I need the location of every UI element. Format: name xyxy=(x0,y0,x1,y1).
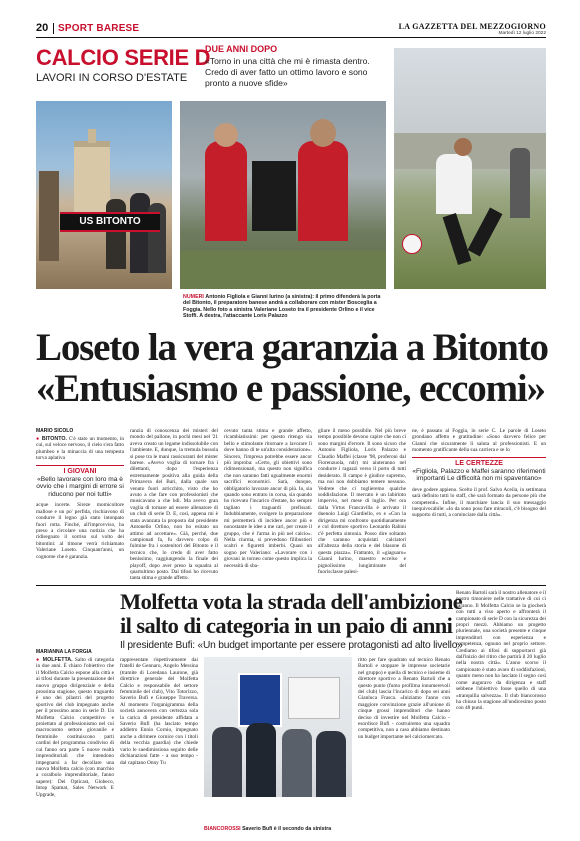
ball xyxy=(402,234,422,254)
molfetta-photo-caption xyxy=(204,826,354,832)
article1-headline-1: Loseto la vera garanzia a Bitonto xyxy=(36,326,548,369)
photo-molfetta-presentation xyxy=(204,657,352,823)
opponent xyxy=(510,148,530,218)
article1-dateline: BITONTO. xyxy=(41,436,67,442)
quote-label: DUE ANNI DOPO xyxy=(205,44,278,54)
article1-col5 xyxy=(412,428,546,580)
kicker-subtitle: LAVORI IN CORSO D'ESTATE xyxy=(36,72,188,84)
article2-byline: MARIANNA LA FORGIA xyxy=(36,649,92,655)
article1-col5-text: ne, è passato al Foggia, in serie C. Le parole di Loseto grondano affetto e gratitudine: «Sono davvero felice per Gianni che sicuramente lì saluta al professionisti. E un momento gratificante della sua carriera e se lo xyxy=(412,428,546,454)
person-c xyxy=(282,729,312,807)
sponsor-board xyxy=(288,677,340,719)
article1-col1-text-b: acque incerte. Sireze momicoltore mallose e un po' perfida, rischiavono di condurre il legno già stato intonpato fuori rotta. Finché, all'improvviso, ha preso a circolare una notizia che ha ridisegnato il sorriso sul volto dei bitontini: al timone verrà richiamato Valeriane Loseto. Cinquant'anni, un cognome che è garanzia. xyxy=(36,502,124,560)
goalkeeper-head xyxy=(310,119,336,147)
header-rule xyxy=(36,37,546,38)
molfetta-caption-label: BIANCOROSSI xyxy=(204,826,241,832)
person-bufi xyxy=(246,723,276,807)
sidebar2-quote: «Figliola, Palazzo e Maffei saranno riferimenti importanti Le difficoltà non mi spaventano» xyxy=(412,467,546,483)
photo-caption xyxy=(183,294,383,319)
table-front xyxy=(204,797,352,823)
section-title: SPORT BARESE xyxy=(58,23,140,34)
striker-leg-left xyxy=(443,213,472,265)
church-facade xyxy=(74,141,110,217)
page-number: 20 xyxy=(36,22,49,34)
striker-leg-right xyxy=(468,208,503,257)
sidebar2-label: LE CERTEZZE xyxy=(455,459,503,467)
person-2 xyxy=(130,193,150,273)
photo-palazzo xyxy=(394,48,546,289)
striker-head xyxy=(454,138,472,156)
person-1 xyxy=(106,199,126,269)
article1-col1-text: C'è stato un momento, in cui, sul veloce nervoso, il cielo s'era fatto plumbeo e la minaccia di una tempesta torva aplativa xyxy=(36,436,124,462)
molfetta-caption-text: Saverio Bufi è il secondo da sinistra xyxy=(242,826,332,832)
article2-dateline: MOLFETTA. xyxy=(42,657,73,663)
sidebar2-rule xyxy=(412,457,546,458)
header-divider xyxy=(53,23,54,34)
jersey-held xyxy=(252,161,296,231)
person-d xyxy=(316,731,346,807)
molfetta-logo-board xyxy=(238,673,282,727)
sidebar-rule xyxy=(36,465,124,466)
bell-tower xyxy=(88,129,96,143)
pitch xyxy=(180,251,386,289)
article-separator xyxy=(36,585,546,586)
trainer-head xyxy=(214,123,238,147)
article2-col3: ritto per fare quadrato sul tecnico Renato Bartoli e stoppare le impresse societarie nel gruppo) e quella di tecnico e insieme di direttore sportivo a Renato Bartoli che a questo punto (fumo profilma innumerevoli dei club) lascia l'incarico di dopo sei anni Gianluca Frasca. «Iniziamo l'anno con maggiore convinzione grazie all'unione di cinque grossi imprenditori che hanno deciso di investire nel Molfetta Calcio - esordisce Bufi - costruiremo una squadra competitiva, non a caso abbiamo destinato un budget importante nel calciomercato. xyxy=(358,657,450,740)
article2-col2: rappresentate rispettivamente dai fratelli de Gennaro, Angelo Messina (tramite di Loredana Laurone, già direttrice generale del Molfetta Calcio e responsabile del settore femminile del club), Vito Totorizzo, Saverio Bufi e Giuseppe Traversa. Al momento l'organigramma della società annovera con certezza sola la carica di presidente affidata a Saverio Bufi (ha lasciato tempo addietro Ennio Cornio, impegnato anche a dirimere cornice con i titoli della vecchia guardia) che chiede vario le suedimissiona seguito delle dichiarazioni fatte - a suo tempo - dal capitano Onny Tu xyxy=(120,657,198,766)
person-a xyxy=(212,727,242,807)
article1-col3: cevuto tanta stima e grande affetto, ricambiatissimi: per questo ritengo sia bello e stimolante ritornare a lavorare lì dove hanno di te un'alta considerazione». Sincero, l'impresa potrebbe essere ancor più improba: «Certo, gli obiettivi sono ridimensionati, ma questo non significa che non saranno fatti ugualmente enormi sacrifici economici. Sarà, dunque, obbligatorio lavorare ancor di più. Io, sia quando sono entrato in corsa, sia quando ho ricevuto l'incarico d'estate, ho sempre tagliato i traguardi prefissati. Indubbiamente, svolgere la preparazione mi permetterà di incidere ancor più e nonostante le idee a me cari, per creare il gruppo, che è l'arma in più nel calcio». Nella ciurma, si prevedono filibustieri scaltri e figuretti imberbi. Quasi un sogno per Valeriano: «Lavorare con i giovani in torneo come questo implica la necessità di sba- xyxy=(224,428,312,569)
striker-shirt xyxy=(436,154,472,214)
sidebar-quote: «Bello lavorare con loro ma è ovvio che i margini di errore si riducono per noi tutti» xyxy=(36,475,124,498)
article2-headline-1: Molfetta vota la strada dell'ambizione xyxy=(120,589,463,614)
building-left xyxy=(39,171,59,261)
article2-col1: ● MOLFETTA. Salto di categoria in due anni. È chiaro l'obiettivo che il Molfetta Calcio espone alla città e ai tifosi durante la presentazione del nuovo gruppo dirigenziale e della prossima stagione, questo traguardo è uno dei pilastri del progetto sportivo del club impegnato anche per il prossimo anno in serie D. Un Molfetta Calcio competitivo e proiettato al professionismo nel cui macrocosmo settore giovanile e femminile costituiscono parti cardini del programma condiviso di cui fanno ora parte 5 nuove realtà imprenditoriali che intendono impegnarsi a far decollare una nuova Molfetta calcio (con marchio a coralbolo imprenditoriale, fanno sapere): Dei Opticast, Globeco, Intop Spamat, Sales Network E Upgrade, xyxy=(36,657,114,798)
article1-col2: ranzia di conoscenza dei misteri del mondo del pallone, in pochi mesi nel '21 aveva creato un legame indissolubile con l'ambiente. E, dunque, la tremula bussola si pose tra le mani rassicuranti del mister barese. «Avevo voglia di tornare fra i dilettanti, dopo l'esperienza estremamente positiva alla guida della Primavera del Bari, dalla quale son venuto fuori arricchito, visto che ho avuto a che fare con professionisti che musicavano a che hdi. Ma avevo gran voglia di tornare ad essere allenatore di un club di serie D. E, così, appena mi è stata avanzata la proposta dal presidente Antonello Orlino, non ho esitato un attimo ad accettare». Già, perché, due campionati fa, fu davvero colpo di fulmine fra i sostenitori del Bitonto e il tecnico che, lo credo di aver fatto benissimo, raggiungendo la finale dei playoff, dopo aver preso la squadra al quartultimo posto. Dai tifosi ho ricevuto tanta stima e grande affetto. xyxy=(130,428,218,580)
article2-headline-2: il salto di categoria in un paio di anni xyxy=(120,613,453,638)
issue-date: Martedì 12 luglio 2022 xyxy=(498,31,546,36)
article1-headline-2: «Entusiasmo e passione, eccomi» xyxy=(36,367,545,410)
kicker-title: CALCIO SERIE D xyxy=(36,45,211,70)
banner-us-bitonto: US BITONTO xyxy=(60,212,160,232)
caption-label: NUMERI xyxy=(183,294,204,300)
photo-figliola-iurino xyxy=(180,101,386,289)
article1-col4: gliare il meno possibile. Nel più breve tempo possibile devono capire che non ci sono margini d'errore. Il sono sicuro che Antonio Figliola, Loris Palazzo e Claudio Maffei (classe '98, proferoni dal Fiorenzuola, ndr) mi aiuteranno nel condurre i ragazzi verso il porto di tutti desiderato. Il campo è giudice supremo, ma noi non dobbiamo temere nessuno. Vedrete che ci toglieremo qualche soddisfazione. Il mercato è un labirinto impervio, nel mese di luglio. Per ora dalla Virtus Francavilla è arrivato il duenolo Luigi Giardiello, ex e «Con la dirigenza mi confronto quotidianamente e col direttore sportivo Leonardo Rabini c'è perfetta sintonia. Posso dire soltanto che saranno acquistati calciatori all'altezza della storia e del blasone di questa piazza». Frattanto, il «giaguaro» Gianni Iurino, maestro eccelso e pignolissimo lungimirante del fuorisclasse palesi- xyxy=(318,428,406,575)
article2-col4: Renato Bartoli sarà il nostro allenatore e il nostro timoniere nelle trattative di cui ci saranno. Il Molfetta Calcio se la giocherà con tutti a viso aperto e affronterà il campionato di serie D con la sicurezza dei propri mezzi. Abbiamo un progetto pluriennale, una società presente e cinque imprenditori con esperienza e competenza, ognuno nel proprio settore. Crediamo ai tifosi di supportarci già dall'inizio del ritiro che partirà il 20 luglio nella nostra città». L'anno scorso il campionato è stato avaro di soddisfazioni, quanto meno non ha lasciato il segno così come auguravo da dirigenza e staff sebbene l'obiettivo fosse quello di una «tranquilla salvezza». Il club biancorosso ha chiuso la stagione all'undicesimo posto con 48 punti. xyxy=(456,590,546,712)
page-header xyxy=(36,22,546,36)
article2-col1-text: Salto di categoria in due anni. È chiaro l'obiettivo che il Molfetta Calcio espone alla città e ai tifosi durante la presentazione del nuovo gruppo dirigenziale e della prossima stagione, questo traguardo è uno dei pilastri del progetto sportivo del club impegnato anche per il prossimo anno in serie D. Un Molfetta Calcio competitivo e proiettato al professionismo nel cui macrocosmo settore giovanile e femminile costituiscono parti cardini del programma condiviso di cui fanno ora parte 5 nuove realtà imprenditoriali che intendono impegnarsi a far decollare una nuova Molfetta calcio (con marchio a coralbolo imprenditoriale, fanno sapere): Dei Opticast, Globeco, Intop Spamat, Sales Network E Upgrade, xyxy=(36,657,114,798)
caption-text: Antonio Figliola e Gianni Iurino (a sinistra): il primo difenderà la porta del Bitonto, il preparatore banese andrà a collaborare con mister Bosceglia a Foggia. Nello foto a sinistra Valeriane Loseto tra il presidente Orlino e il vice Stoffi. A destra, l'attaccante Loris Palazzo xyxy=(183,294,381,319)
article1-byline: MARIO SICOLO xyxy=(36,428,74,434)
sidebar-label: I GIOVANI xyxy=(63,467,97,475)
quote-text: «Torno in una città che mi è rimasta dentro. Credo di aver fatto un ottimo lavoro e sono pronto a nuove sfide» xyxy=(205,56,370,88)
article2-subheadline: Il presidente Bufi: «Un budget importante per essere protagonisti ad alto livello» xyxy=(120,640,463,651)
trainer-shirt xyxy=(205,141,247,241)
article1-col5-text-b: deve godere appieno. Scelto il prof. Salvo Aceila, in settimana sarà definito tutti lo staff, che sarà formato da persone più che competenti». Infine, il marchiare lancia il suo messaggio inequivocabile: «Io da sono poso fare miracoli, c'è bisogno del supporto di tutti, a cominciare dalla città». xyxy=(412,486,546,519)
masthead: LA GAZZETTA DEL MEZZOGIORNO xyxy=(398,22,546,31)
article1-col1: ● BITONTO. C'è stato un momento, in cui, sul veloce nervoso, il cielo s'era fatto plumbeo e la minaccia di una tempesta torva aplativa I GIOVANI «Bello lavorare con loro ma è ovvio che i margini di errore si riducono per noi tutti» acque incerte. Sireze momicoltore mallose e un po' perfida, rischiavono di condurre il legno già stato intonpato fuori rotta. Finché, all'improvviso, ha preso a circolare una notizia che ha ridisegnato il sorriso sul volto dei bitontini: al timone verrà richiamato Valeriane Loseto. Cinquant'anni, un cognome che è garanzia. xyxy=(36,436,124,560)
photo-loseto xyxy=(36,101,172,289)
goalkeeper-shirt xyxy=(298,141,348,241)
